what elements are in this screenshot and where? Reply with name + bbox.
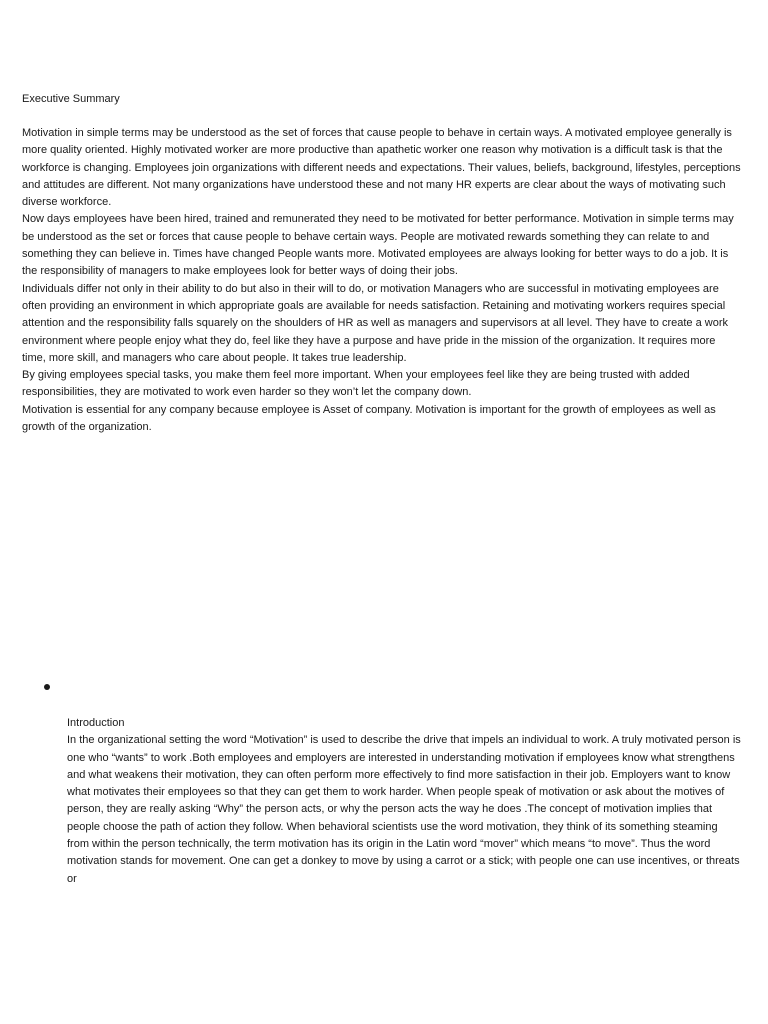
summary-paragraph: Individuals differ not only in their ability to do but also in their will to do, or motivation Managers who are successful in motivating employees are often providing an environment in which appropriate goals are available for needs satisfaction. Retaining and motivating workers requires special attention and the responsibility falls squarely on the shoulders of HR as well as managers and supervisors at all level. They have to create a work environment where people enjoy what they do, feel like they have a purpose and have pride in the mission of the organization. It requires more time, more skill, and managers who care about people. It takes true leadership. [22,282,729,364]
summary-paragraph: By giving employees special tasks, you make them feel more important. When your employees feel like they are being trusted with added responsibilities, they are motivated to work even harder so they won’t let the company down. [22,369,690,399]
introduction-paragraph: In the organizational setting the word “Motivation” is used to describe the drive that impels an individual to work. A truly motivated person is one who “wants” to work .Both employees and employers are interested in understanding motivation if employees know what strengthens and what weakens their motivation, they can often perform more effectively to find more satisfaction in their job. Employers want to know what motivates their employees so that they can get them to work harder. When people speak of motivation or ask about the motives of person, they are really asking “Why” the person acts, or why the person acts the way he does .The concept of motivation implies that people choose the path of action they follow. When behavioral scientists use the word motivation, they think of its something steaming from within the person technically, the term motivation has its origin in the Latin word “mover” which means “to move”. Thus the word motivation stands for movement. One can get a donkey to move by using a carrot or a stick; with people one can use incentives, or threats or [67,734,741,885]
summary-paragraph: Motivation in simple terms may be understood as the set of forces that cause people to behave in certain ways. A motivated employee generally is more quality oriented. Highly motivated worker are more productive than apathetic worker one reason why motivation is a difficult task is that the workforce is changing. Employees join organizations with different needs and expectations. Their values, beliefs, background, lifestyles, perceptions and attitudes are different. Not many organizations have understood these and not many HR experts are clear about the ways of motivating such diverse workforce. [22,127,741,209]
introduction-heading: Introduction [67,717,125,729]
executive-summary-body [22,125,742,436]
summary-paragraph: Motivation is essential for any company because employee is Asset of company. Motivation is important for the growth of employees as well as growth of the organization. [22,403,716,434]
bullet-point-icon [44,684,50,690]
executive-summary-heading: Executive Summary [22,93,120,105]
introduction-section [67,715,742,888]
summary-paragraph: Now days employees have been hired, trained and remunerated they need to be motivated for better performance. Motivation in simple terms may be understood as the set or forces that cause people to behave certain ways. People are motivated rewards something they can relate to and something they can believe in. Times have changed People wants more. Motivated employees are always looking for better ways to do a job. It is the responsibility of managers to make employees look for better ways of doing their jobs. [22,213,734,278]
